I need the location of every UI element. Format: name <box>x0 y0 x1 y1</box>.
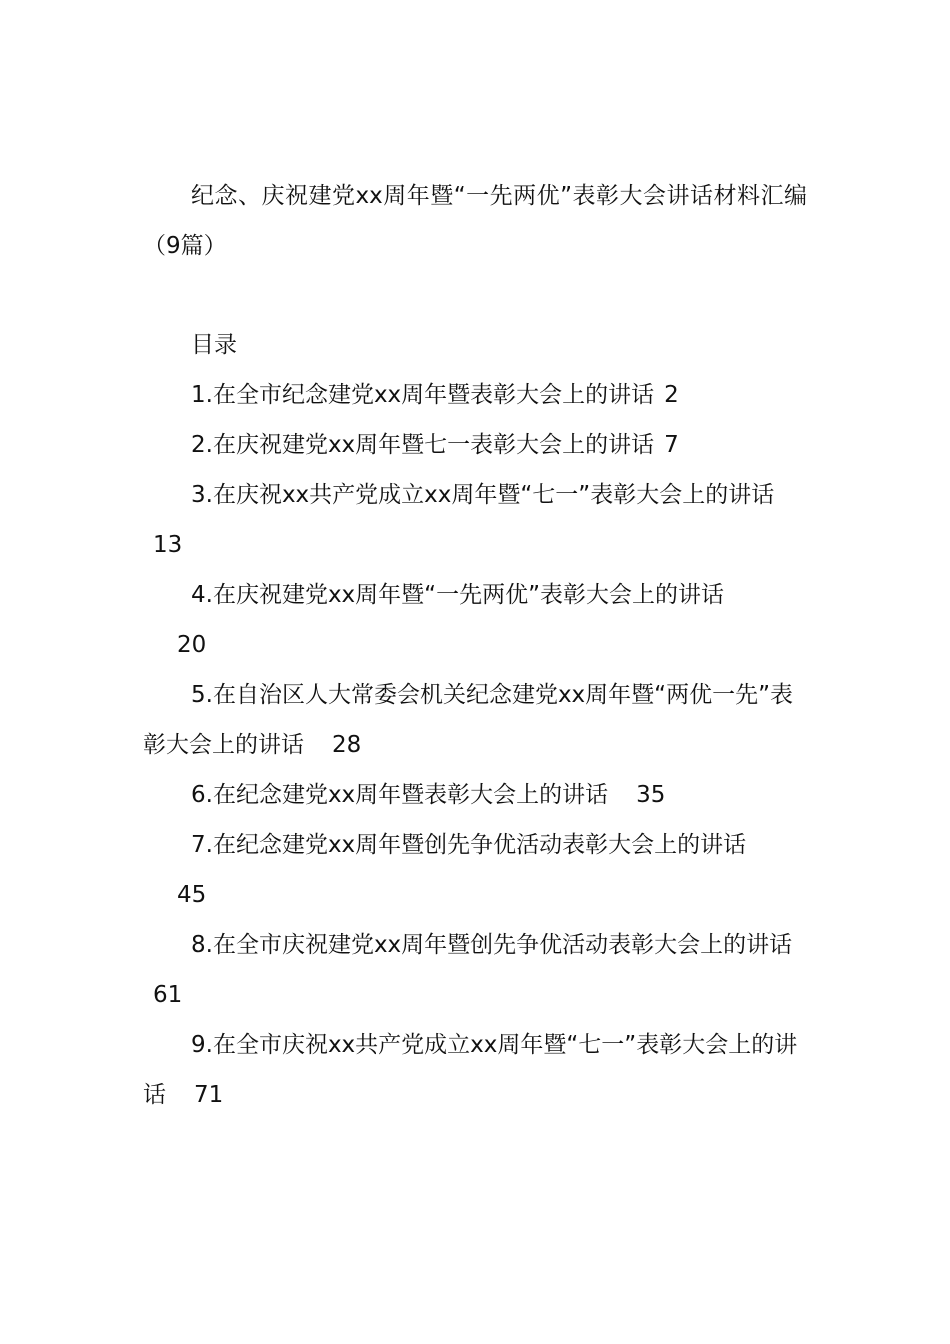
toc-entry-6[interactable] <box>143 770 807 820</box>
toc-entry-title: 1.在全市纪念建党xx周年暨表彰大会上的讲话 <box>191 382 655 408</box>
toc-entry-3[interactable] <box>143 470 807 570</box>
toc-entry-page: 28 <box>332 732 362 758</box>
toc-entry-title: 4.在庆祝建党xx周年暨“一先两优”表彰大会上的讲话 <box>191 582 724 608</box>
toc-entry-title: 5.在自治区人大常委会机关纪念建党xx周年暨“两优一先”表彰大会上的讲话 <box>143 682 793 758</box>
table-of-contents <box>143 320 807 1120</box>
toc-entry-5[interactable] <box>143 670 807 770</box>
toc-entry-8[interactable] <box>143 920 807 1020</box>
toc-heading: 目录 <box>191 332 237 358</box>
toc-entry-page: 13 <box>153 532 183 558</box>
toc-list <box>143 370 807 1120</box>
toc-entry-title: 9.在全市庆祝xx共产党成立xx周年暨“七一”表彰大会上的讲话 <box>143 1032 798 1108</box>
toc-entry-1[interactable] <box>143 370 807 420</box>
toc-entry-page: 20 <box>177 632 207 658</box>
toc-entry-page: 2 <box>664 382 679 408</box>
document-title: 纪念、庆祝建党xx周年暨“一先两优”表彰大会讲话材料汇编（9篇） <box>143 183 807 259</box>
toc-entry-title: 3.在庆祝xx共产党成立xx周年暨“七一”表彰大会上的讲话 <box>191 482 775 508</box>
toc-entry-page: 45 <box>177 882 207 908</box>
toc-entry-4[interactable] <box>143 570 807 670</box>
toc-entry-7[interactable] <box>143 820 807 920</box>
toc-entry-title: 7.在纪念建党xx周年暨创先争优活动表彰大会上的讲话 <box>191 832 747 858</box>
toc-entry-page: 7 <box>664 432 679 458</box>
toc-entry-title: 6.在纪念建党xx周年暨表彰大会上的讲话 <box>191 782 609 808</box>
toc-entry-page: 61 <box>153 982 183 1008</box>
toc-entry-title: 8.在全市庆祝建党xx周年暨创先争优活动表彰大会上的讲话 <box>191 932 793 958</box>
toc-entry-page: 35 <box>636 782 666 808</box>
toc-entry-title: 2.在庆祝建党xx周年暨七一表彰大会上的讲话 <box>191 432 655 458</box>
toc-entry-2[interactable] <box>143 420 807 470</box>
toc-entry-page: 71 <box>194 1082 224 1108</box>
toc-entry-9[interactable] <box>143 1020 807 1120</box>
